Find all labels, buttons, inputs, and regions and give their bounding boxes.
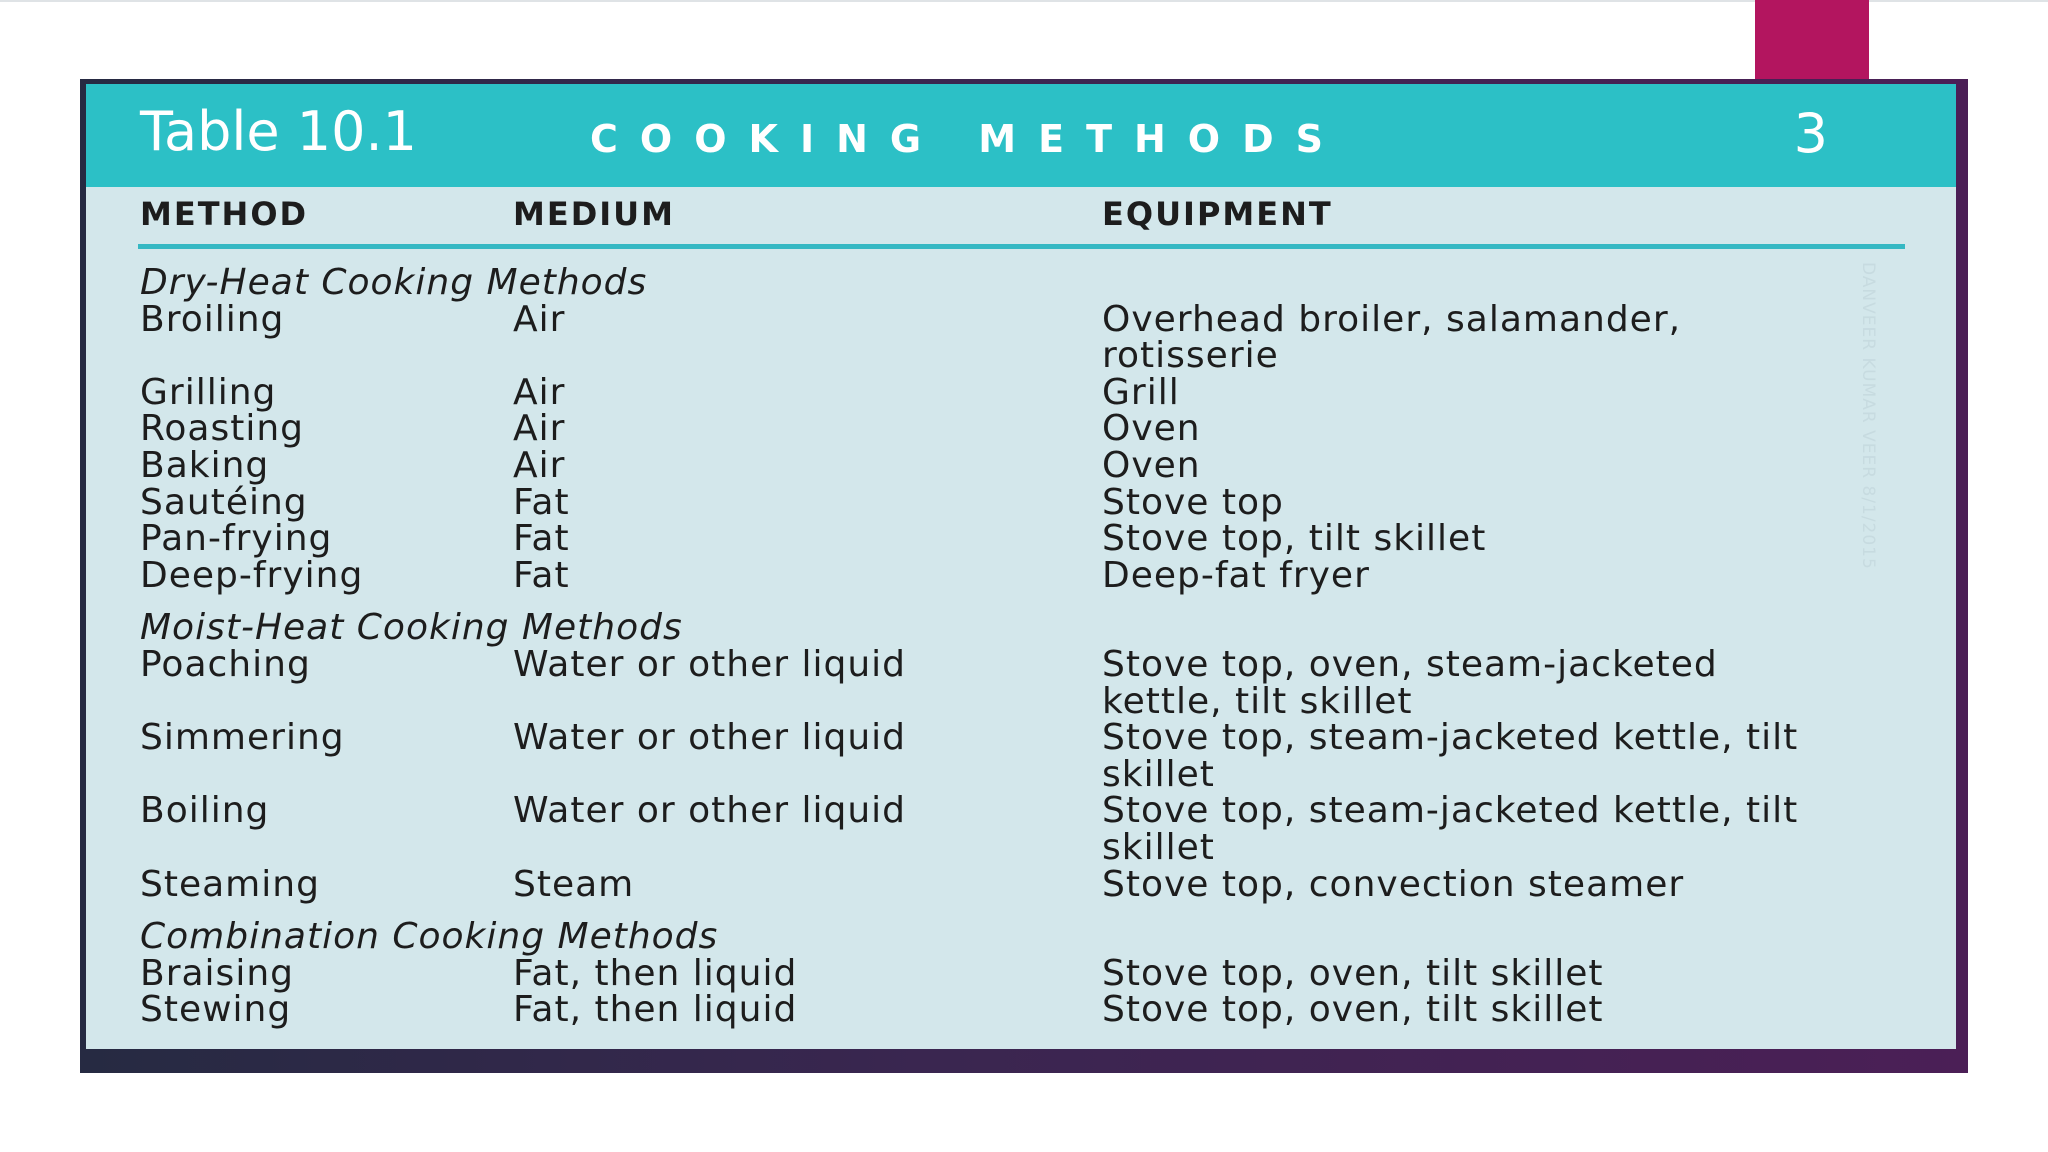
equipment-cell: Stove top [1102, 481, 1284, 523]
method-cell: Roasting [140, 408, 305, 450]
section-title: Dry-Heat Cooking Methods [140, 262, 648, 303]
equipment-cell: Stove top, oven, steam-jacketed [1102, 644, 1718, 685]
table-title: COOKING METHODS [590, 117, 1346, 161]
equipment-cell: Stove top, oven, tilt skillet [1102, 952, 1604, 994]
method-cell: Braising [140, 952, 294, 994]
medium-cell: Fat [513, 554, 570, 596]
equipment-cell: Stove top, oven, tilt skillet [1102, 989, 1604, 1031]
method-cell: Broiling [140, 298, 285, 340]
equipment-cell: Oven [1102, 445, 1201, 486]
medium-cell: Air [513, 445, 566, 486]
medium-cell: Fat [513, 518, 570, 560]
equipment-cell: Overhead broiler, salamander, [1102, 298, 1682, 340]
method-cell: Sautéing [140, 481, 308, 523]
equipment-cell: Stove top, convection steamer [1102, 863, 1685, 905]
watermark-date: 8/1/2015 [1858, 485, 1878, 570]
method-cell: Grilling [140, 371, 277, 413]
method-cell: Boiling [140, 790, 270, 832]
method-cell: Poaching [140, 644, 311, 685]
medium-cell: Air [513, 298, 566, 340]
medium-cell: Steam [513, 863, 635, 905]
medium-cell: Air [513, 408, 566, 450]
medium-cell: Fat [513, 481, 570, 523]
equipment-cell: Stove top, tilt skillet [1102, 518, 1487, 560]
equipment-cell: skillet [1102, 827, 1215, 868]
equipment-cell: Stove top, steam-jacketed kettle, tilt [1102, 717, 1799, 759]
method-cell: Pan-frying [140, 518, 333, 560]
medium-cell: Air [513, 371, 566, 413]
watermark-name: DANVEER KUMAR VEER [1858, 262, 1878, 480]
method-cell: Deep-frying [140, 554, 364, 596]
equipment-cell: kettle, tilt skillet [1102, 680, 1413, 722]
section-title: Moist-Heat Cooking Methods [140, 607, 683, 649]
column-header-equipment: EQUIPMENT [1102, 195, 1333, 233]
method-cell: Simmering [140, 717, 345, 759]
medium-cell: Fat, then liquid [513, 989, 798, 1031]
equipment-cell: Grill [1102, 371, 1180, 413]
equipment-cell: Deep-fat fryer [1102, 554, 1370, 596]
equipment-cell: skillet [1102, 753, 1215, 795]
method-cell: Baking [140, 445, 270, 486]
table-number: Table 10.1 [140, 100, 418, 163]
medium-cell: Water or other liquid [513, 644, 907, 685]
medium-cell: Water or other liquid [513, 717, 907, 759]
slide-number: 3 [1793, 102, 1828, 165]
equipment-cell: Stove top, steam-jacketed kettle, tilt [1102, 790, 1799, 832]
medium-cell: Fat, then liquid [513, 952, 798, 994]
medium-cell: Water or other liquid [513, 790, 907, 832]
column-header-method: METHOD [140, 195, 309, 233]
method-cell: Steaming [140, 863, 320, 905]
equipment-cell: Oven [1102, 408, 1201, 450]
method-cell: Stewing [140, 989, 292, 1031]
column-header-medium: MEDIUM [513, 195, 675, 233]
section-title: Combination Cooking Methods [140, 916, 719, 958]
equipment-cell: rotisserie [1102, 335, 1279, 377]
